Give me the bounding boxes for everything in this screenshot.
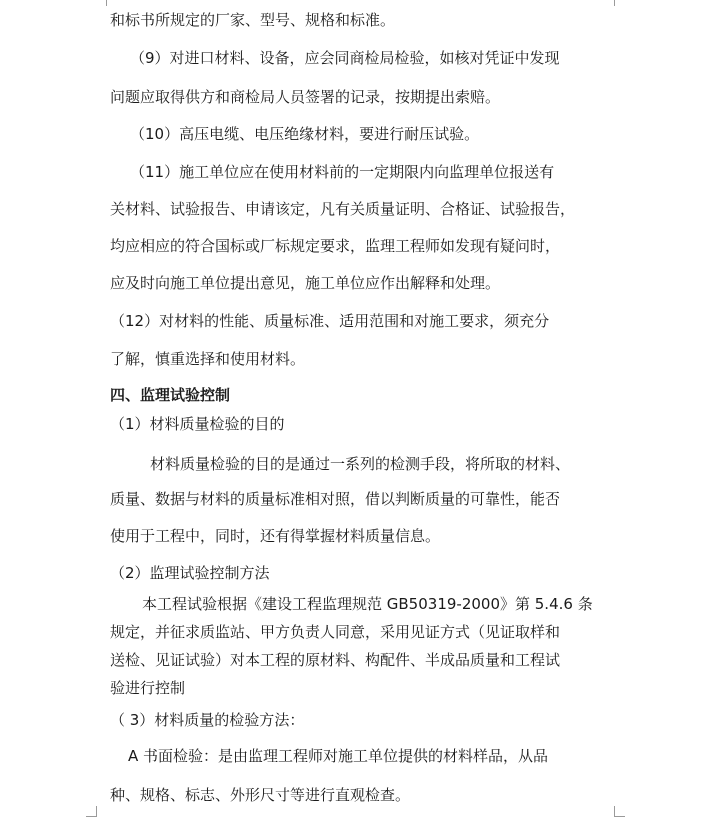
text-line: 使用于工程中，同时，还有得掌握材料质量信息。 — [110, 527, 441, 545]
text-line: （10）高压电缆、电压绝缘材料，要进行耐压试验。 — [130, 125, 480, 143]
text-line: 材料质量检验的目的是通过一系列的检测手段，将所取的材料、 — [150, 455, 571, 473]
text-line: （9）对进口材料、设备，应会同商检局检验，如核对凭证中发现 — [130, 49, 560, 67]
page-corner-mark — [614, 806, 625, 817]
text-line: 规定，并征求质监站、甲方负责人同意，采用见证方式（见证取样和 — [110, 623, 561, 641]
text-line: 了解，慎重选择和使用材料。 — [110, 350, 306, 368]
text-line: 关材料、试验报告、申请该定，凡有关质量证明、合格证、试验报告， — [110, 200, 576, 218]
text-line: （12）对材料的性能、质量标准、适用范围和对施工要求，须充分 — [110, 312, 550, 330]
text-line: 应及时向施工单位提出意见，施工单位应作出解释和处理。 — [110, 274, 501, 292]
text-line: 质量、数据与材料的质量标准相对照，借以判断质量的可靠性，能否 — [110, 490, 561, 508]
text-line: 均应相应的符合国标或厂标规定要求，监理工程师如发现有疑问时， — [110, 237, 561, 255]
text-line: 种、规格、标志、外形尺寸等进行直观检查。 — [110, 786, 411, 804]
page-corner-mark — [96, 0, 107, 6]
text-line: （11）施工单位应在使用材料前的一定期限内向监理单位报送有 — [130, 163, 555, 181]
text-line: 验进行控制 — [110, 679, 186, 697]
text-line: 本工程试验根据《建设工程监理规范 GB50319-2000》第 5.4.6 条 — [142, 595, 593, 613]
subsection-heading: （1）材料质量检验的目的 — [110, 415, 285, 433]
section-heading: 四、监理试验控制 — [110, 386, 231, 404]
subsection-heading: （ 3）材料质量的检验方法： — [110, 711, 305, 729]
page-corner-mark — [86, 806, 97, 817]
text-line: 和标书所规定的厂家、型号、规格和标准。 — [110, 11, 396, 29]
text-line: A 书面检验：是由监理工程师对施工单位提供的材料样品，从品 — [128, 747, 549, 765]
subsection-heading: （2）监理试验控制方法 — [110, 564, 270, 582]
text-line: 问题应取得供方和商检局人员签署的记录，按期提出索赔。 — [110, 88, 501, 106]
text-line: 送检、见证试验）对本工程的原材料、构配件、半成品质量和工程试 — [110, 651, 561, 669]
page-corner-mark — [614, 0, 625, 6]
